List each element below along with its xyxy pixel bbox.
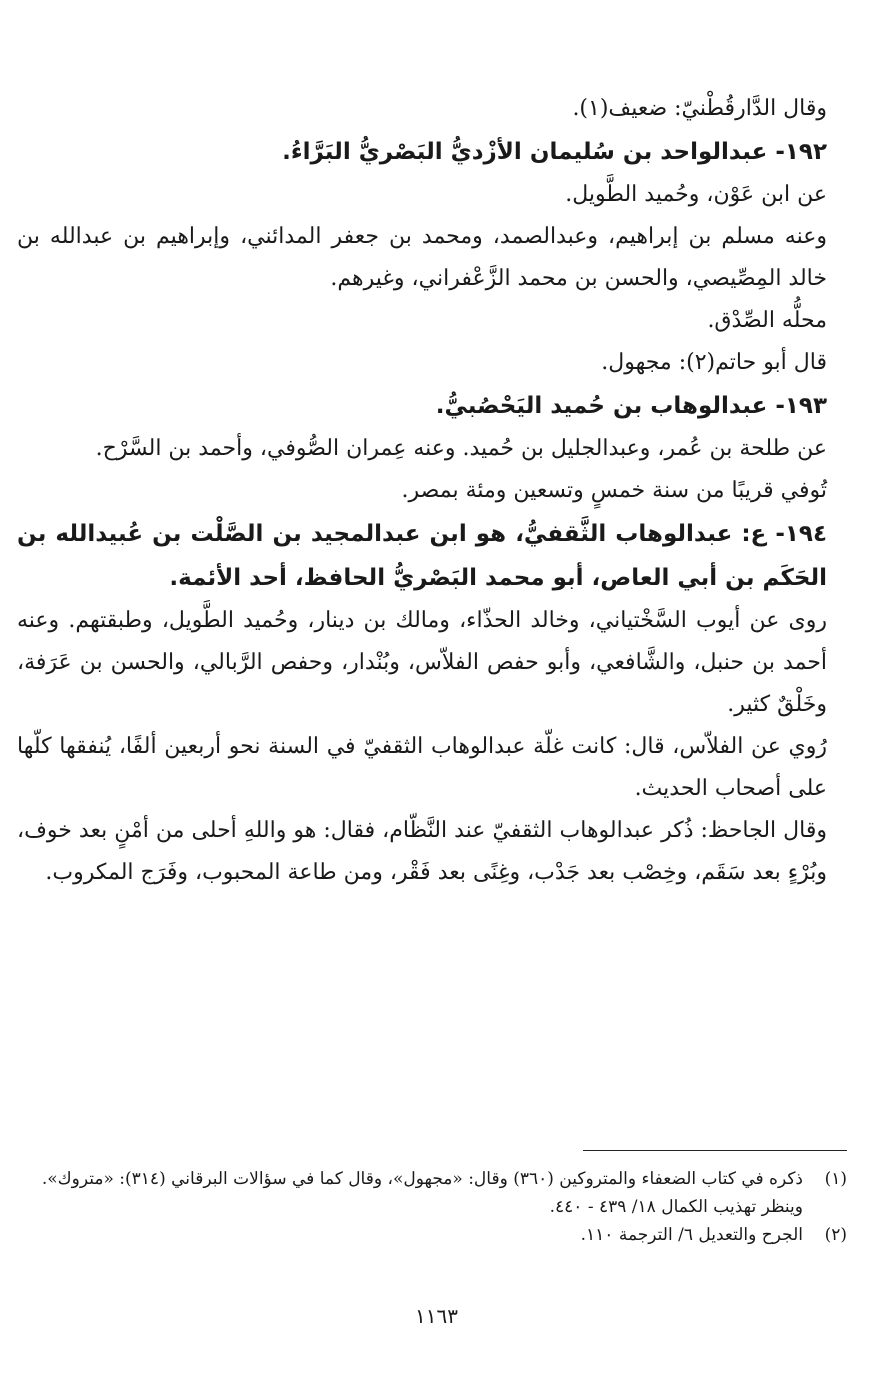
entry-194-narrators: روى عن أيوب السَّخْتياني، وخالد الحذّاء، ومالك بن دينار، وحُميد الطَّويل، وطبقتهم. وعنه أحمد بن حنبل، والشَّافعي، وأبو حفص الفلاّس، وبُنْدار، وحفص الرَّبالي، والحسن بن عَرَفة، وخَلْقٌ كثير. <box>17 608 827 717</box>
footnote-text: ذكره في كتاب الضعفاء والمتروكين (٣٦٠) وقال: «مجهول»، وقال كما في سؤالات البرقاني (٣١٤): «متروك». وينظر تهذيب الكمال ١٨/ ٤٣٩ - ٤٤٠. <box>41 1169 803 1217</box>
entry-193-death: تُوفي قريبًا من سنة خمسٍ وتسعين ومئة بمصر. <box>401 478 827 503</box>
entry-192-grade: محلُّه الصِّدْق. <box>707 308 827 333</box>
footnote-number: (٢) <box>824 1225 847 1245</box>
daraqutni-quote: وقال الدَّارقُطْنيّ: ضعيف(١). <box>572 96 827 121</box>
entry-192-heading: ١٩٢- عبدالواحد بن سُليمان الأزْديُّ البَصْريُّ البَرَّاءُ. <box>282 139 827 165</box>
footnote-divider <box>583 1150 847 1151</box>
footnote-text: الجرح والتعديل ٦/ الترجمة ١١٠. <box>580 1225 803 1245</box>
entry-192-students: وعنه مسلم بن إبراهيم، وعبدالصمد، ومحمد بن جعفر المدائني، وإبراهيم بن عبدالله بن خالد المِصِّيصي، والحسن بن محمد الزَّعْفراني، وغيرهم. <box>17 224 827 291</box>
entry-192-teachers: عن ابن عَوْن، وحُميد الطَّويل. <box>565 182 827 207</box>
entry-194-heading: ١٩٤- ع: عبدالوهاب الثَّقفيُّ، هو ابن عبدالمجيد بن الصَّلْت بن عُبيدالله بن الحَكَم بن أبي العاص، أبو محمد البَصْريُّ الحافظ، أحد الأئمة. <box>17 521 827 591</box>
footnote-2 <box>17 1221 847 1249</box>
entry-193-narrators: عن طلحة بن عُمر، وعبدالجليل بن حُميد. وعنه عِمران الصُّوفي، وأحمد بن السَّرْح. <box>95 436 827 461</box>
entry-192-abu-hatim: قال أبو حاتم(٢): مجهول. <box>601 350 827 375</box>
entry-193-heading: ١٩٣- عبدالوهاب بن حُميد اليَحْصُبيُّ. <box>435 393 827 419</box>
main-text <box>17 88 847 894</box>
footnote-1 <box>17 1165 847 1221</box>
entry-194-jahiz: وقال الجاحظ: ذُكر عبدالوهاب الثقفيّ عند النَّظّام، فقال: هو واللهِ أحلى من أمْنٍ بعد خوف، وبُرْءٍ بعد سَقَم، وخِصْب بعد جَدْب، وغِنًى بعد فَقْر، ومن طاعة المحبوب، وفَرَج المكروب. <box>17 818 827 885</box>
footnotes <box>17 1150 847 1249</box>
page-number: ١١٦٣ <box>415 1304 458 1328</box>
entry-194-fallas: رُوي عن الفلاّس، قال: كانت غلّة عبدالوهاب الثقفيّ في السنة نحو أربعين ألفًا، يُنفقها كلّها على أصحاب الحديث. <box>17 734 827 801</box>
footnote-number: (١) <box>824 1169 847 1189</box>
